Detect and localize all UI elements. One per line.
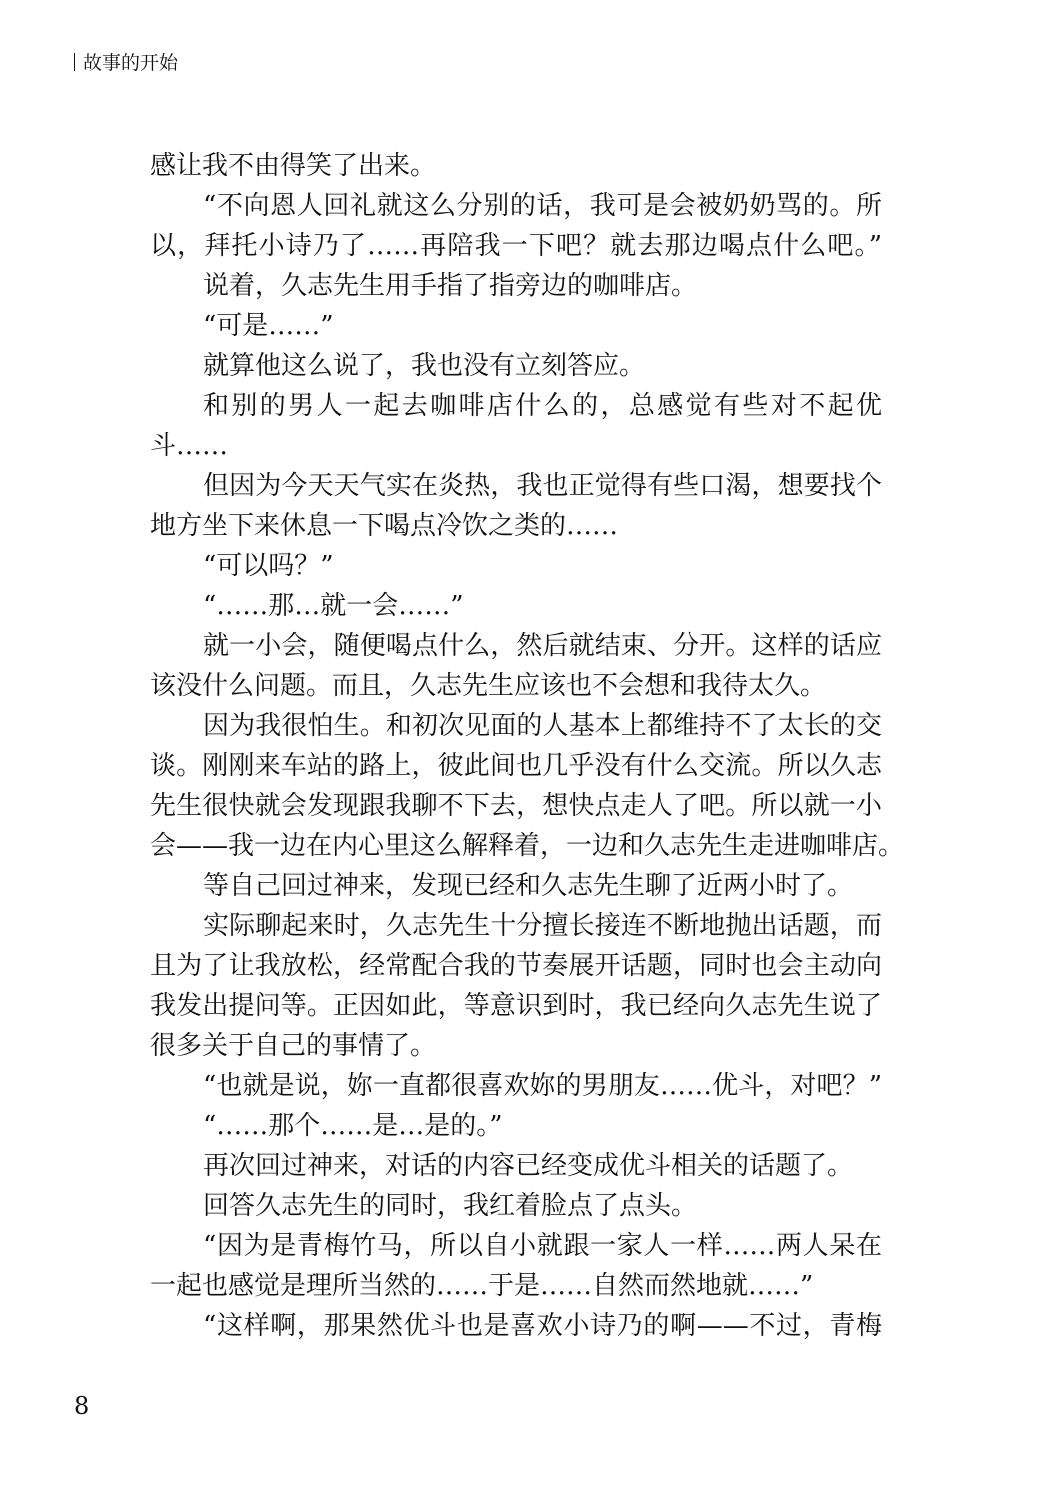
text-line: “也就是说，妳一直都很喜欢妳的男朋友……优斗，对吧？” — [203, 1071, 882, 1101]
text-line: 地方坐下来休息一下喝点冷饮之类的…… — [150, 511, 619, 541]
text-line: 就一小会，随便喝点什么，然后就结束、分开。这样的话应 — [203, 631, 882, 661]
text-line: 该没什么问题。而且，久志先生应该也不会想和我待太久。 — [150, 671, 827, 701]
text-line: 我发出提问等。正因如此，等意识到时，我已经向久志先生说了 — [150, 991, 882, 1021]
running-header — [74, 48, 178, 75]
text-line: “这样啊，那果然优斗也是喜欢小诗乃的啊——不过，青梅 — [203, 1311, 882, 1341]
text-line: “因为是青梅竹马，所以自小就跟一家人一样……两人呆在 — [203, 1231, 882, 1261]
text-line: 一起也感觉是理所当然的……于是……自然而然地就……” — [150, 1271, 814, 1301]
text-line: 回答久志先生的同时，我红着脸点了点头。 — [203, 1191, 698, 1221]
header-divider — [74, 53, 75, 71]
text-line: “……那…就一会……” — [203, 591, 464, 621]
text-line: 先生很快就会发现跟我聊不下去，想快点走人了吧。所以就一小 — [150, 791, 882, 821]
text-line: “可以吗？” — [203, 551, 334, 581]
text-line: “可是……” — [203, 311, 334, 341]
text-line: 等自己回过神来，发现已经和久志先生聊了近两小时了。 — [203, 871, 854, 901]
text-line: 就算他这么说了，我也没有立刻答应。 — [203, 351, 646, 381]
text-line: 且为了让我放松，经常配合我的节奏展开话题，同时也会主动向 — [150, 951, 882, 981]
text-line: 以，拜托小诗乃了……再陪我一下吧？就去那边喝点什么吧。” — [150, 231, 882, 261]
text-line: 感让我不由得笑了出来。 — [150, 151, 437, 181]
text-line: 和别的男人一起去咖啡店什么的，总感觉有些对不起优 — [203, 391, 882, 421]
text-line: 但因为今天天气实在炎热，我也正觉得有些口渴，想要找个 — [203, 471, 882, 501]
body-text — [150, 146, 905, 1346]
text-line: “不向恩人回礼就这么分别的话，我可是会被奶奶骂的。所 — [203, 191, 882, 221]
text-line: 因为我很怕生。和初次见面的人基本上都维持不了太长的交 — [203, 711, 882, 741]
text-line: 很多关于自己的事情了。 — [150, 1031, 437, 1061]
chapter-title: 故事的开始 — [83, 52, 179, 74]
text-line: 会——我一边在内心里这么解释着，一边和久志先生走进咖啡店。 — [150, 831, 905, 861]
text-line: 斗…… — [150, 431, 229, 461]
text-line: “……那个……是…是的。” — [203, 1111, 503, 1141]
page-number: 8 — [74, 1392, 90, 1420]
text-line: 实际聊起来时，久志先生十分擅长接连不断地抛出话题，而 — [203, 911, 882, 941]
text-line: 说着，久志先生用手指了指旁边的咖啡店。 — [203, 271, 698, 301]
text-line: 谈。刚刚来车站的路上，彼此间也几乎没有什么交流。所以久志 — [150, 751, 882, 781]
text-line: 再次回过神来，对话的内容已经变成优斗相关的话题了。 — [203, 1151, 854, 1181]
